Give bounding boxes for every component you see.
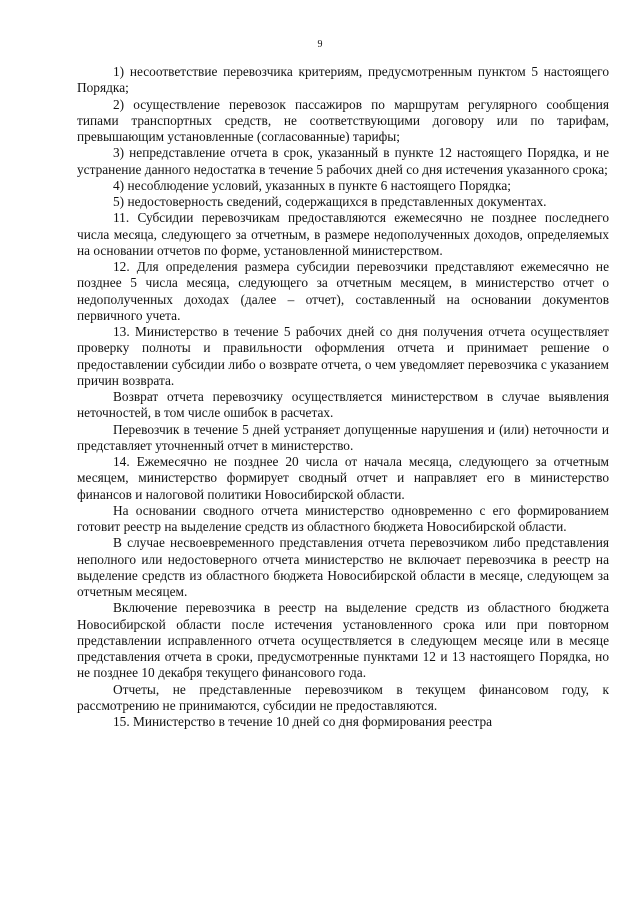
paragraph-violation-5: 5) недостоверность сведений, содержащихся в представленных документах. — [113, 194, 547, 209]
paragraph-clause-12: 12. Для определения размера субсидии перевозчики представляют ежемесячно не позднее 5 числа месяца, следующего за отчетным месяцем, в министерство отчет о недополученных доходах (далее – отчет), составленный на основании документов первичного учета. — [77, 259, 609, 323]
document-body — [77, 64, 609, 730]
paragraph-registry-preparation: На основании сводного отчета министерство одновременно с его формированием готовит реестр на выделение средств из областного бюджета Новосибирской области. — [77, 502, 609, 534]
paragraph-unsubmitted-reports: Отчеты, не представленные перевозчиком в текущем финансовом году, к рассмотрению не принимаются, субсидии не предоставляются. — [77, 681, 609, 713]
paragraph-carrier-correction: Перевозчик в течение 5 дней устраняет допущенные нарушения и (или) неточности и представляет уточненный отчет в министерство. — [77, 421, 609, 453]
paragraph-clause-14: 14. Ежемесячно не позднее 20 числа от начала месяца, следующего за отчетным месяцем, министерство формирует сводный отчет и направляет его в министерство финансов и налоговой политики Новосибирской области. — [77, 454, 609, 502]
paragraph-violation-2: 2) осуществление перевозок пассажиров по маршрутам регулярного сообщения типами транспортных средств, не соответствующими договору или по тарифам, превышающим установленные (согласованные) тарифы; — [77, 96, 609, 144]
paragraph-clause-13: 13. Министерство в течение 5 рабочих дней со дня получения отчета осуществляет проверку полноты и правильности оформления отчета и принимает решение о предоставлении субсидии либо о возврате отчета, о чем уведомляет перевозчика с указанием причин возврата. — [77, 324, 609, 388]
paragraph-clause-11: 11. Субсидии перевозчикам предоставляются ежемесячно не позднее последнего числа месяца, следующего за отчетным, в размере недополученных доходов, определяемых на основании отчетов по форме, установленной министерством. — [77, 210, 609, 258]
paragraph-violation-3: 3) непредставление отчета в срок, указанный в пункте 12 настоящего Порядка, и не устранение данного недостатка в течение 5 рабочих дней со дня истечения указанного срока; — [77, 145, 609, 177]
paragraph-violation-4: 4) несоблюдение условий, указанных в пункте 6 настоящего Порядка; — [113, 177, 511, 193]
paragraph-violation-1: 1) несоответствие перевозчика критериям, предусмотренным пунктом 5 настоящего Порядка; — [77, 64, 609, 96]
paragraph-report-return: Возврат отчета перевозчику осуществляется министерством в случае выявления неточностей, в том числе ошибок в расчетах. — [77, 389, 609, 421]
page-number: 9 — [317, 39, 323, 50]
paragraph-clause-15: 15. Министерство в течение 10 дней со дня формирования реестра — [113, 714, 493, 729]
paragraph-registry-inclusion: Включение перевозчика в реестр на выделение средств из областного бюджета Новосибирской области после истечения установленного срока или при повторном представлении исправленного отчета осуществляется в следующем месяце или в месяце представления отчета в сроки, предусмотренные пунктами 12 и 13 настоящего Порядка, но не позднее 10 декабря текущего финансового года. — [77, 600, 609, 681]
paragraph-late-submission: В случае несвоевременного представления отчета перевозчиком либо представления неполного или недостоверного отчета министерство не включает перевозчика в реестр на выделение средств из областного бюджета Новосибирской области в месяце, следующем за отчетным месяцем. — [77, 535, 609, 599]
